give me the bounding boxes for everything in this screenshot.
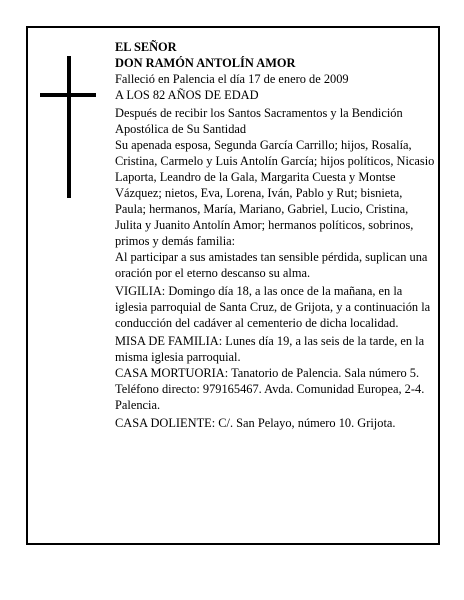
cross-horizontal-bar bbox=[40, 93, 96, 97]
family-paragraph: Su apenada esposa, Segunda García Carrillo; hijos, Rosalía, Cristina, Carmelo y Luis Antolín García; hijos políticos, Nicasio Laporta, Leandro de la Gala, Margarita Cuesta y Montse Vázquez; nietos, Eva, Lorena, Iván, Pablo y Rut; bisnieta, Paula; hermanos, María, Mariano, Gabriel, Lucio, Cristina, Julita y Juanito Antolín Amor; hermanos políticos, sobrinos, primos y demás familia: bbox=[115, 138, 435, 248]
cross-icon bbox=[40, 56, 96, 198]
home-paragraph: CASA DOLIENTE: C/. San Pelayo, número 10. Grijota. bbox=[115, 416, 396, 430]
title-line-2: DON RAMÓN ANTOLÍN AMOR bbox=[115, 56, 296, 70]
cross-vertical-bar bbox=[67, 56, 71, 198]
vigil-paragraph: VIGILIA: Domingo día 18, a las once de la mañana, en la iglesia parroquial de Santa Cruz, de Grijota, y a continuación la conducción del cadáver al cementerio de dicha localidad. bbox=[115, 284, 431, 330]
funeral-home-paragraph: CASA MORTUORIA: Tanatorio de Palencia. Sala número 5. Teléfono directo: 979165467. Avda. Comunidad Europea, 2-4. Palencia. bbox=[115, 366, 425, 412]
death-line: Falleció en Palencia el día 17 de enero de 2009 bbox=[115, 72, 349, 86]
obituary-notice bbox=[26, 26, 440, 545]
sacraments-paragraph: Después de recibir los Santos Sacramentos y la Bendición Apostólica de Su Santidad bbox=[115, 106, 403, 136]
age-line: A LOS 82 AÑOS DE EDAD bbox=[115, 88, 259, 102]
title-line-1: EL SEÑOR bbox=[115, 40, 177, 54]
mass-paragraph: MISA DE FAMILIA: Lunes día 19, a las seis de la tarde, en la misma iglesia parroquial. bbox=[115, 334, 425, 364]
notice-content bbox=[115, 39, 435, 431]
request-paragraph: Al participar a sus amistades tan sensible pérdida, suplican una oración por el eterno descanso su alma. bbox=[115, 250, 428, 280]
